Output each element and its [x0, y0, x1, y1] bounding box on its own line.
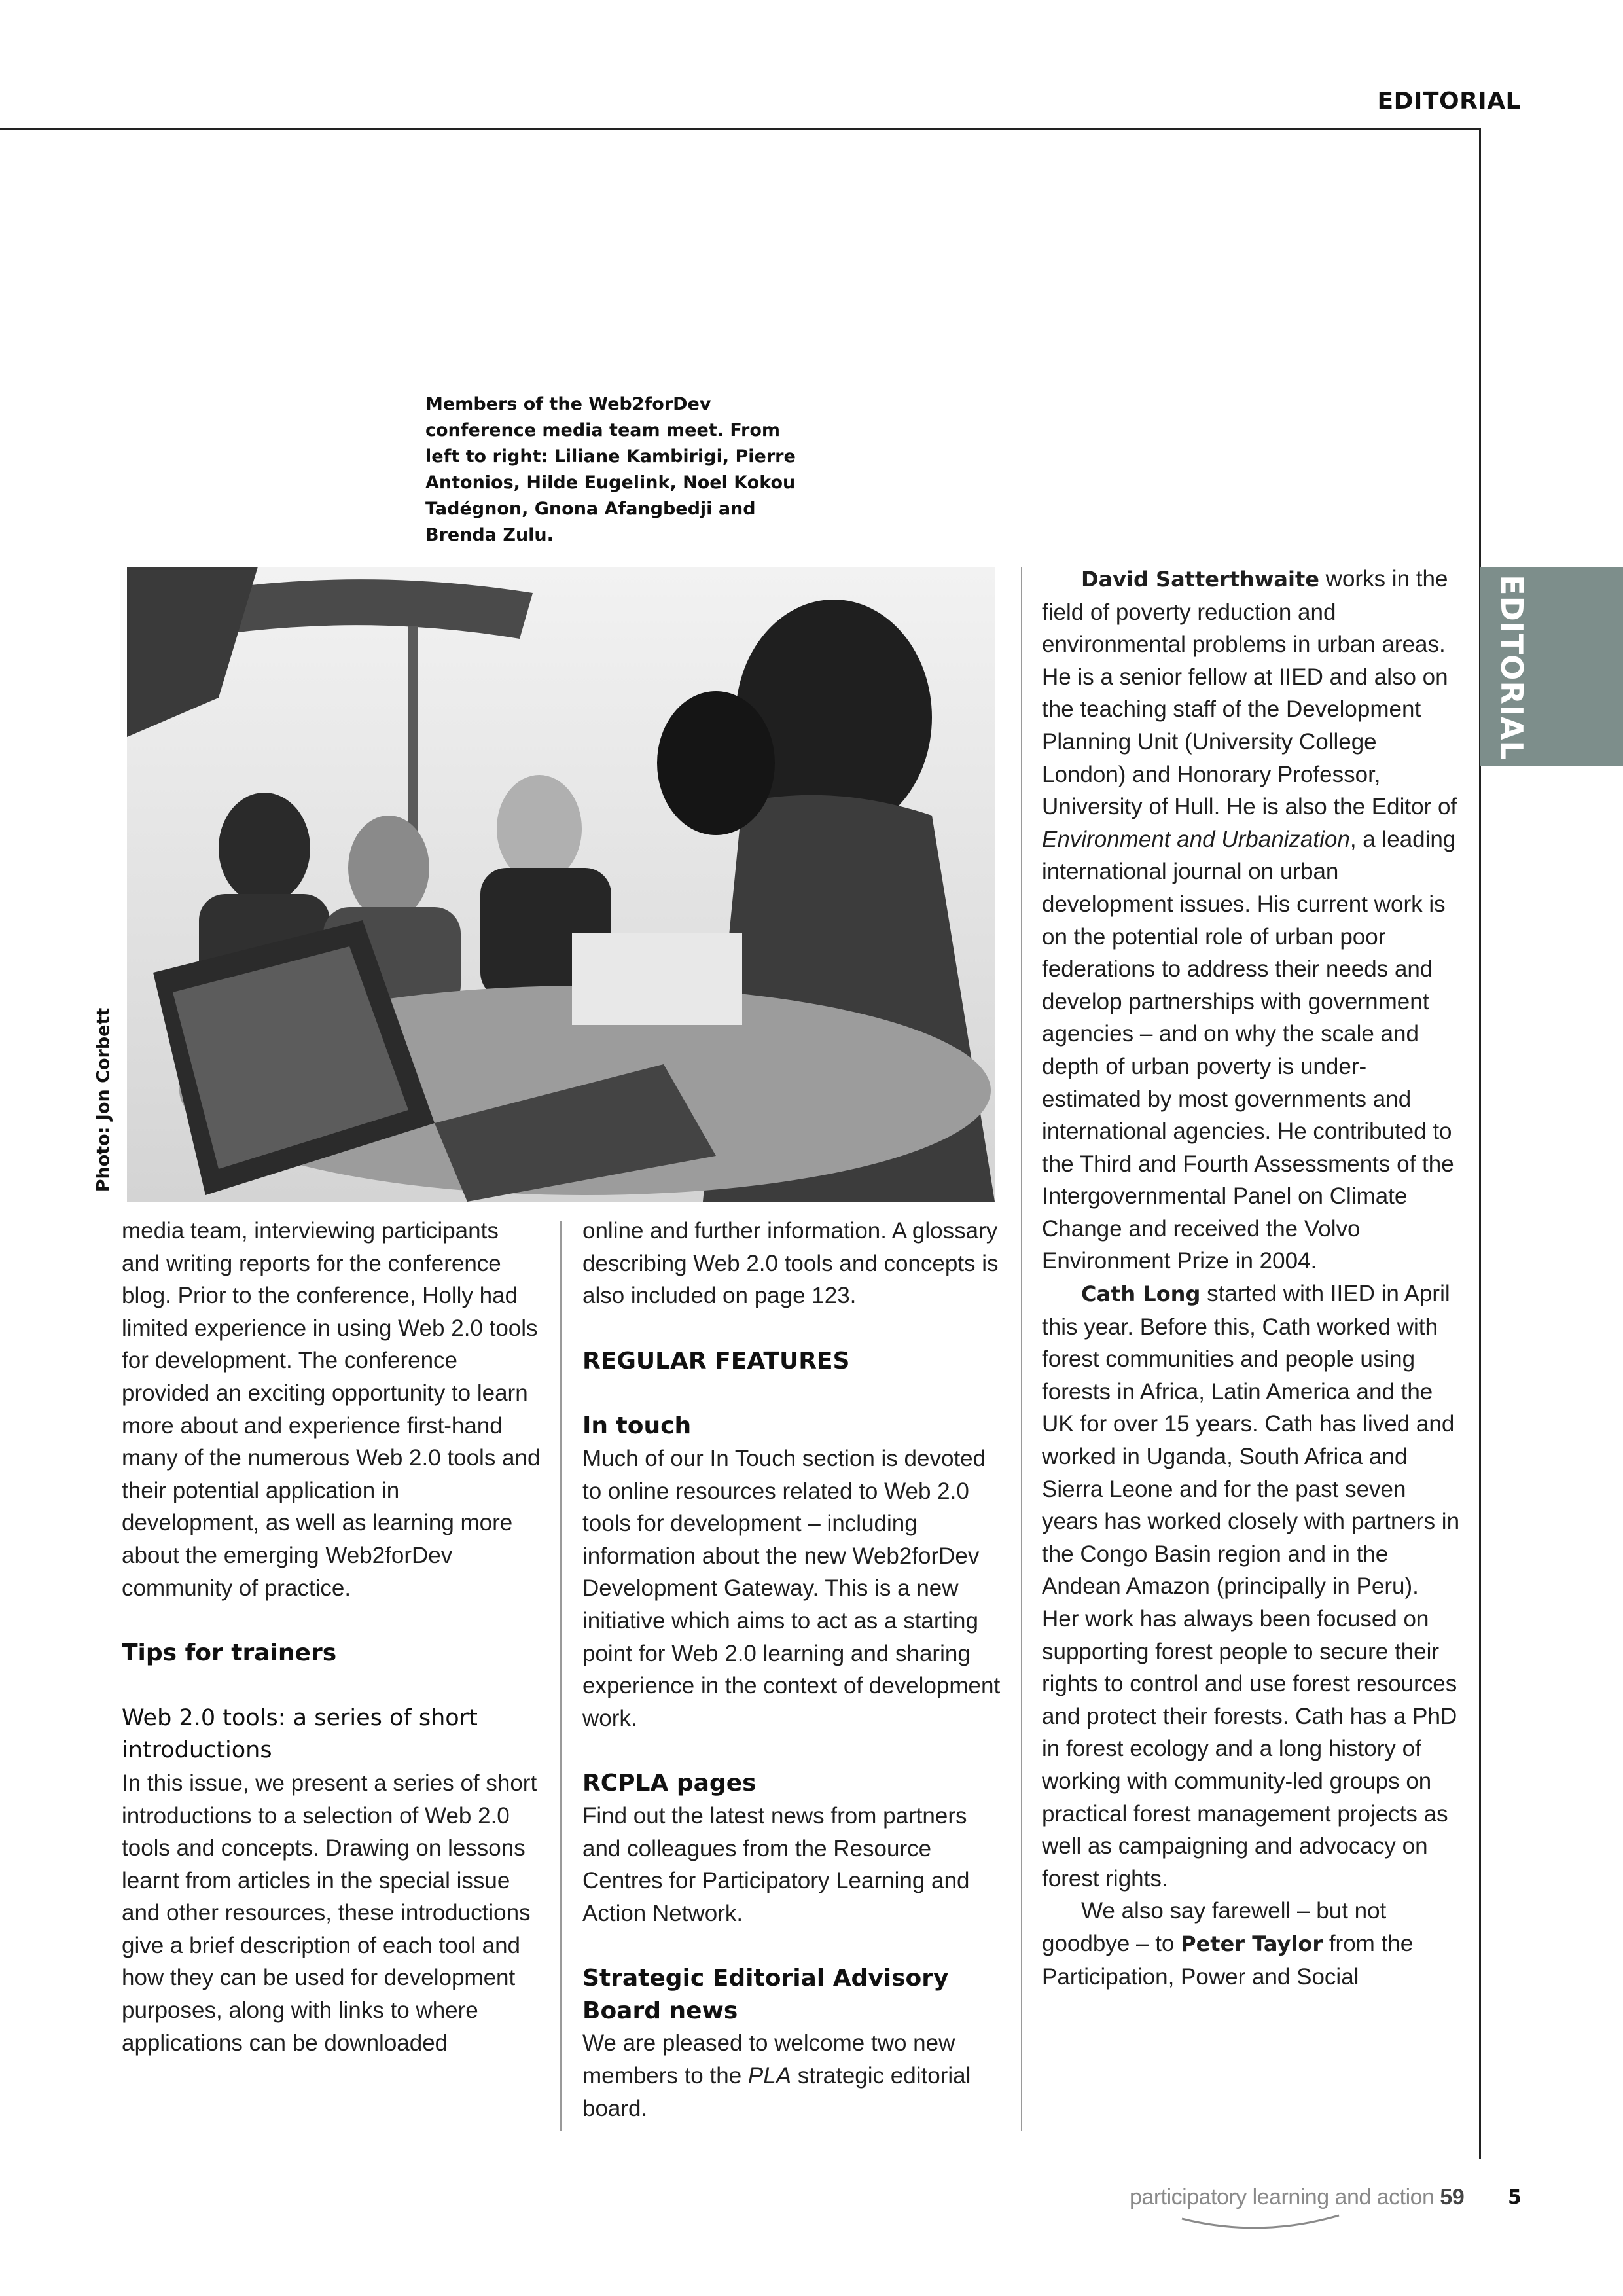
board-text-b: strategic editorial board.	[582, 2063, 971, 2121]
david-paragraph	[1042, 563, 1461, 1278]
farewell-paragraph	[1042, 1895, 1461, 1993]
side-tab-label-wrap	[1492, 576, 1531, 759]
col2-rcpla-text: Find out the latest news from partners and colleagues from the Resource Centres for Participatory Learning and Action Network.	[582, 1803, 970, 1926]
column-1	[122, 1215, 541, 2059]
heading-rcpla-pages: RCPLA pages	[582, 1770, 757, 1797]
column-2	[582, 1215, 1008, 2125]
col2-paragraph-1: online and further information. A glossary describing Web 2.0 tools and concepts is also included on page 123.	[582, 1218, 999, 1309]
col1-paragraph-2: In this issue, we present a series of short introductions to a selection of Web 2.0 tools and concepts. Drawing on lessons learnt from articles in the special issue and other resources, these introductions give a brief description of each tool and how they can be used for development purposes, along with links to where applications can be downloaded	[122, 1770, 537, 2056]
photo-illustration	[127, 567, 995, 1202]
section-header: EDITORIAL	[1377, 88, 1521, 115]
photo-credit-wrap	[84, 982, 123, 1217]
david-journal: Environment and Urbanization	[1042, 826, 1350, 852]
page-number: 5	[1508, 2186, 1522, 2209]
col2-board-text	[582, 2027, 1008, 2125]
column-rule-1	[560, 1221, 562, 2131]
column-3	[1042, 563, 1461, 1993]
footer-issue-number: 59	[1440, 2185, 1465, 2210]
heading-in-touch: In touch	[582, 1412, 692, 1440]
board-text-pla: PLA	[747, 2063, 792, 2089]
col1-paragraph-1: media team, interviewing participants and writing reports for the conference blog. Prior to the conference, Holly had limited experience in using Web 2.0 tools for development. The conference provided an exciting opportunity to learn more about and experience first-hand many of the numerous Web 2.0 tools and their potential application in development, as well as learning more about the emerging Web2forDev community of practice.	[122, 1218, 541, 1601]
david-text-a: works in the field of poverty reduction and environmental problems in urban areas. He is a senior fellow at IIED and also on the teaching staff of the Development Planning Unit (University College London) and Honorary Professor, University of Hull. He is also the Editor of	[1042, 566, 1457, 820]
farewell-text-b: from the Participation, Power and Social	[1042, 1930, 1414, 1990]
cath-paragraph	[1042, 1278, 1461, 1895]
photo-credit: Photo: Jon Corbett	[93, 1007, 114, 1192]
team-photo	[127, 567, 995, 1202]
header-rule	[0, 128, 1480, 130]
col2-in-touch-text: Much of our In Touch section is devoted to online resources related to Web 2.0 tools for development – including information about the new Web2forDev Development Gateway. This is a new initiative which aims to act as a starting point for Web 2.0 learning and sharing experience in the context of development work.	[582, 1445, 1001, 1731]
heading-board-news: Strategic Editorial Advisory Board news	[582, 1965, 949, 2024]
david-text-b: , a leading international journal on urban development issues. His current work is on the potential role of urban poor federations to address their needs and develop partnerships with government agencies – and on why the scale and depth of urban poverty is under-estimated by most governments and international agencies. He contributed to the Third and Fourth Assessments of the Intergovernmental Panel on Climate Change and received the Volvo Environment Prize in 2004.	[1042, 826, 1456, 1274]
cath-text: started with IIED in April this year. Before this, Cath worked with forest communities and people using forests in Africa, Latin America and the UK for over 15 years. Cath has lived and worked in Uganda, South Africa and Sierra Leone and for the past seven years has worked closely with partners in the Congo Basin region and in the Andean Amazon (principally in Peru). Her work has always been focused on supporting forest people to secure their rights to control and use forest resources and protect their forests. Cath has a PhD in forest ecology and a long history of working with community-led groups on practical forest management projects as well as campaigning and advocacy on forest rights.	[1042, 1281, 1460, 1892]
page-edge-rule	[1479, 128, 1481, 2159]
heading-web-tools: Web 2.0 tools: a series of short introductions	[122, 1704, 478, 1764]
david-name: David Satterthwaite	[1081, 567, 1319, 592]
cath-name: Cath Long	[1081, 1282, 1201, 1307]
heading-regular-features: REGULAR FEATURES	[582, 1347, 850, 1374]
footer-publication-name: participatory learning and action	[1130, 2185, 1435, 2210]
farewell-text-a: We also say farewell – but not goodbye – to	[1042, 1898, 1387, 1956]
peter-name: Peter Taylor	[1181, 1931, 1323, 1956]
column-rule-2	[1021, 567, 1022, 2131]
photo-caption: Members of the Web2forDev conference media team meet. From left to right: Liliane Kambirigi, Pierre Antonios, Hilde Eugelink, Noel Kokou Tadégnon, Gnona Afangbedji and Brenda Zulu.	[425, 394, 796, 545]
side-tab-label: EDITORIAL	[1494, 575, 1529, 761]
footer-publication	[1130, 2185, 1464, 2210]
heading-tips-for-trainers: Tips for trainers	[122, 1640, 337, 1667]
board-text-a: We are pleased to welcome two new members to the	[582, 2030, 955, 2089]
